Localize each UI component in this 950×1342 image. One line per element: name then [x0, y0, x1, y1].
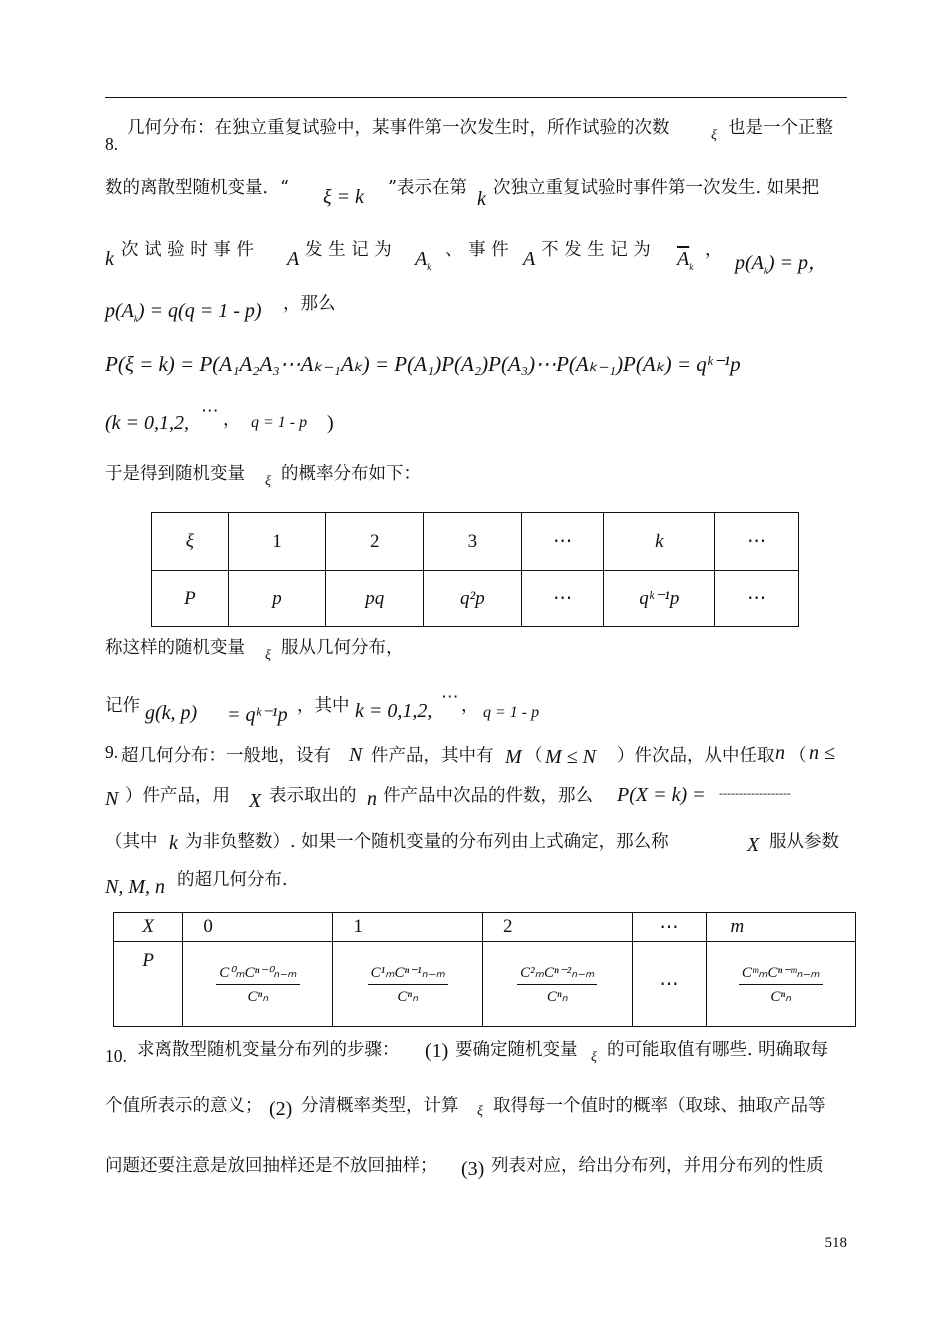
- s9-line2-n: n: [367, 788, 377, 810]
- s8-Akbar-main: $\overline{A}$: [677, 248, 690, 270]
- s8-range-close: ): [327, 412, 334, 434]
- s8-notation-k: k = 0,1,2,: [355, 700, 433, 722]
- s8-pAk-sub: k: [763, 266, 768, 276]
- s9-n-le: n ≤: [809, 742, 835, 764]
- geo-row-values: [152, 513, 799, 571]
- hyper-cell: [333, 942, 483, 1027]
- s8-line1-end: 也是一个正整: [728, 118, 833, 138]
- hyper-frac-den: Cⁿₙ: [546, 988, 568, 1005]
- s10-xi: ξ: [591, 1050, 597, 1065]
- s8-line3c: 、 事 件: [445, 240, 509, 260]
- geo-row-probabilities: [152, 571, 799, 627]
- s10-step1: (1): [425, 1040, 449, 1062]
- s9-line4a: 的超几何分布.: [177, 870, 288, 890]
- s8-xi: ξ: [711, 128, 717, 143]
- s8-Ak: [415, 248, 431, 272]
- hyper-frac-num: C¹ₘCⁿ⁻¹ₙ₋ₘ: [368, 963, 448, 985]
- s8-notation-eq: = qᵏ⁻¹p: [227, 704, 288, 726]
- s8-notation-text: 记作: [105, 696, 140, 716]
- s9-M: M: [505, 746, 522, 768]
- geo-cell: p: [228, 571, 326, 627]
- hyper-row-head: [114, 913, 856, 942]
- s8-k: k: [477, 188, 486, 210]
- s10-line2b: 分清概率类型，计算: [301, 1096, 459, 1116]
- hyper-frac-den: Cⁿₙ: [247, 988, 269, 1005]
- geo-cell: ξ: [152, 513, 229, 571]
- section-10: [105, 1036, 850, 1186]
- hyper-cell: X: [114, 913, 183, 942]
- s8-line3d: 不 发 生 记 为: [541, 240, 651, 260]
- s9-number: 9.: [105, 742, 119, 762]
- s8-comma: ，: [705, 240, 723, 260]
- geo-cell: qᵏ⁻¹p: [604, 571, 715, 627]
- geo-cell: ⋯: [521, 571, 604, 627]
- hyper-frac: [739, 963, 823, 1006]
- s9-line1b: 件产品，其中有: [371, 746, 494, 766]
- hyper-frac-den: Cⁿₙ: [397, 988, 419, 1005]
- s8-xi-eq-k: ξ = k: [323, 186, 364, 208]
- s8-number: 8.: [105, 134, 119, 154]
- s9-blank-dashes: ------------------: [719, 786, 791, 800]
- s8-pAkbar-end: ) = q(q = 1 - p): [137, 300, 262, 322]
- s9-paren-open: （: [525, 746, 543, 766]
- geo-cell: 1: [228, 513, 326, 571]
- s10-line1a: 求离散型随机变量分布列的步骤：: [137, 1040, 400, 1060]
- section-9: [105, 742, 850, 898]
- s8-called-end: 服从几何分布，: [281, 638, 404, 658]
- s9-k: k: [169, 832, 178, 854]
- s9-line2a: ）件产品，用: [125, 786, 230, 806]
- s8-Ak-main: A: [415, 248, 428, 270]
- s10-step3: (3): [461, 1158, 485, 1180]
- s9-line2-N: N: [105, 788, 119, 810]
- s8-dist-intro-text: 于是得到随机变量: [105, 464, 245, 484]
- s9-N: N: [349, 744, 363, 766]
- geometric-distribution-table: [151, 512, 799, 627]
- s9-paren-open2: （: [789, 746, 807, 766]
- header-rule: [105, 97, 847, 98]
- s8-main-formula: P(ξ = k) = P(A₁A₂A₃⋯Aₖ₋₁Aₖ) = P(A₁)P(A₂)P(A₃)⋯P(Aₖ₋₁)P(Aₖ) = qᵏ⁻¹p: [105, 352, 741, 376]
- hypergeometric-distribution-table: [113, 912, 856, 1027]
- hyper-frac: [517, 963, 597, 1006]
- s8-Ak-sub: k: [427, 262, 432, 272]
- s9-line3c: 服从参数: [769, 832, 839, 852]
- hyper-row-prob: [114, 942, 856, 1027]
- geo-cell: ⋯: [715, 513, 799, 571]
- s9-line3a: （其中: [105, 832, 158, 852]
- s8-line3b: 发 生 记 为: [305, 240, 392, 260]
- s9-P-X-eq-k: P(X = k) =: [617, 784, 706, 806]
- s8-pAkbar: [105, 300, 262, 324]
- s9-line2c: 件产品中次品的件数，那么: [383, 786, 593, 806]
- s9-n: n: [775, 742, 785, 764]
- s8-range-k: (k = 0,1,2,: [105, 412, 190, 434]
- s8-pAkbar-start: p(A: [105, 300, 134, 322]
- s9-line1a: 超几何分布：一般地，设有: [121, 746, 331, 766]
- s10-step2: (2): [269, 1098, 293, 1120]
- s9-X: X: [249, 790, 262, 812]
- s9-M-le-N: M ≤ N: [545, 746, 596, 768]
- hyper-cell: ⋯: [632, 913, 706, 942]
- hyper-cell: [483, 942, 633, 1027]
- geo-cell: ⋯: [521, 513, 604, 571]
- s8-called-xi: ξ: [265, 648, 271, 663]
- s9-line1d: ）件次品，从中任取: [617, 746, 775, 766]
- geo-cell: pq: [326, 571, 424, 627]
- section-8: [105, 112, 850, 442]
- s8-A: A: [287, 248, 300, 270]
- hyper-frac: [368, 963, 448, 1006]
- hyper-cell: 2: [483, 913, 633, 942]
- s9-params: N, M, n: [105, 876, 165, 898]
- s8-line4-text: ，那么: [283, 294, 336, 314]
- s8-line2c: 次独立重复试验时事件第一次发生. 如果把: [493, 178, 820, 198]
- s8-line1-text: 几何分布：在独立重复试验中，某事件第一次发生时，所作试验的次数: [127, 118, 670, 138]
- s8-range-q: q = 1 - p: [251, 414, 308, 431]
- hyper-cell: m: [706, 913, 855, 942]
- page-number: 518: [824, 1235, 847, 1251]
- hyper-frac-num: CᵐₘCⁿ⁻ᵐₙ₋ₘ: [739, 963, 823, 985]
- s8-dist-intro-end: 的概率分布如下：: [281, 464, 421, 484]
- s8-notation-g: g(k, p): [145, 702, 198, 724]
- hyper-cell: P: [114, 942, 183, 1027]
- s8-A2: A: [523, 248, 536, 270]
- geo-cell: k: [604, 513, 715, 571]
- s8-Akbar: [677, 248, 693, 272]
- s8-pAk-end: ) = p，: [767, 252, 829, 274]
- s8-pAkbar-sub: k: [133, 314, 138, 324]
- s10-line3a: 问题还要注意是放回抽样还是不放回抽样；: [105, 1156, 438, 1176]
- hyper-frac: [216, 963, 299, 1006]
- hyper-frac-num: C⁰ₘCⁿ⁻⁰ₙ₋ₘ: [216, 963, 299, 985]
- s9-line3b: 为非负整数）. 如果一个随机变量的分布列由上式确定，那么称: [185, 832, 669, 852]
- s10-line1c: 的可能取值有哪些. 明确取每: [607, 1040, 829, 1060]
- s8-line2b: ”表示在第: [388, 178, 467, 198]
- geo-cell: P: [152, 571, 229, 627]
- geo-cell: 3: [424, 513, 522, 571]
- s8-range-dots: ⋯: [201, 400, 219, 420]
- s8-line3a: 次 试 验 时 事 件: [121, 240, 254, 260]
- s8-range-comma: ，: [223, 410, 241, 430]
- s10-line3b: 列表对应，给出分布列，并用分布列的性质: [491, 1156, 824, 1176]
- s8-notation-dots: ⋯: [441, 686, 459, 706]
- hyper-frac-den: Cⁿₙ: [770, 988, 792, 1005]
- s8-pAk: [735, 246, 828, 276]
- s9-line3-X: X: [747, 834, 760, 856]
- geo-cell: ⋯: [715, 571, 799, 627]
- s8-line2a: 数的离散型随机变量．“: [105, 178, 289, 198]
- s10-xi2: ξ: [477, 1104, 483, 1119]
- hyper-cell: [183, 942, 333, 1027]
- hyper-cell: [706, 942, 855, 1027]
- geo-cell: 2: [326, 513, 424, 571]
- s8-dist-intro-xi: ξ: [265, 474, 271, 489]
- s8-notation-comma: ，: [461, 696, 479, 716]
- s8-Akbar-sub: k: [689, 262, 694, 272]
- s10-line2c: 取得每一个值时的概率（取球、抽取产品等: [493, 1096, 826, 1116]
- s10-line2a: 个值所表示的意义；: [105, 1096, 263, 1116]
- hyper-cell: ⋯: [632, 942, 706, 1027]
- s8-notation-where: ，其中: [297, 696, 350, 716]
- s10-number: 10.: [105, 1046, 127, 1066]
- s9-line2b: 表示取出的: [269, 786, 357, 806]
- s10-line1b: 要确定随机变量: [455, 1040, 578, 1060]
- hyper-frac-num: C²ₘCⁿ⁻²ₙ₋ₘ: [517, 963, 597, 985]
- geo-cell: q²p: [424, 571, 522, 627]
- s8-pAk-start: p(A: [735, 252, 764, 274]
- s8-called-text: 称这样的随机变量: [105, 638, 245, 658]
- s8-line3-k: k: [105, 248, 114, 270]
- hyper-cell: 1: [333, 913, 483, 942]
- hyper-cell: 0: [183, 913, 333, 942]
- s8-notation-q: q = 1 - p: [483, 704, 540, 721]
